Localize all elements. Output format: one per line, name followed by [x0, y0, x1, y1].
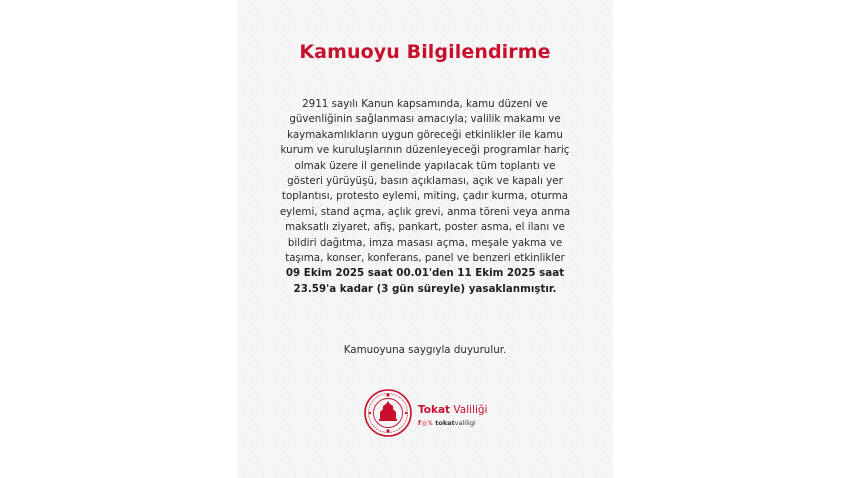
footer-signature: [363, 388, 523, 440]
handle-bold: tokat: [435, 419, 455, 427]
org-name-rest: Valiliği: [450, 404, 488, 416]
body-text-bold: 09 Ekim 2025 saat 00.01'den 11 Ekim 2025 saat 23.59'a kadar (3 gün süreyle) yasaklanmıştır.: [285, 267, 565, 295]
body-text: 2911 sayılı Kanun kapsamında, kamu düzeni ve güvenliğinin sağlanması amacıyla; valilik makamı ve kaymakamlıkların uygun göreceği etkinlikler ile kamu kurum ve kuruluşlarının düzenleyeceği programlar hariç olmak üzere il genelinde yapılacak tüm toplantı ve gösteri yürüyüşü, basın açıklaması, açık ve kapalı yer toplantısı, protesto eylemi, miting, çadır kurma, oturma eylemi, stand açma, açlık grevi, anma töreni veya anma maksatlı ziyaret, afiş, pankart, poster asma, el ilanı ve bildiri dağıtma, imza masası açma, meşale yakma ve taşıma, konser, konferans, panel ve benzeri etkinlikler: [279, 98, 571, 265]
handle-rest: valiligi: [454, 419, 476, 427]
tokat-valiligi-seal-icon: [363, 388, 413, 438]
social-media-icons: f◎𝕏: [418, 419, 434, 427]
announcement-card: [237, 0, 613, 478]
org-name: [418, 404, 487, 416]
closing-line: Kamuoyuna saygıyla duyurulur.: [343, 344, 507, 356]
org-name-bold: Tokat: [418, 404, 451, 416]
page-title: Kamuoyu Bilgilendirme: [299, 41, 551, 63]
announcement-body: [277, 97, 573, 297]
social-handles: [418, 419, 476, 427]
